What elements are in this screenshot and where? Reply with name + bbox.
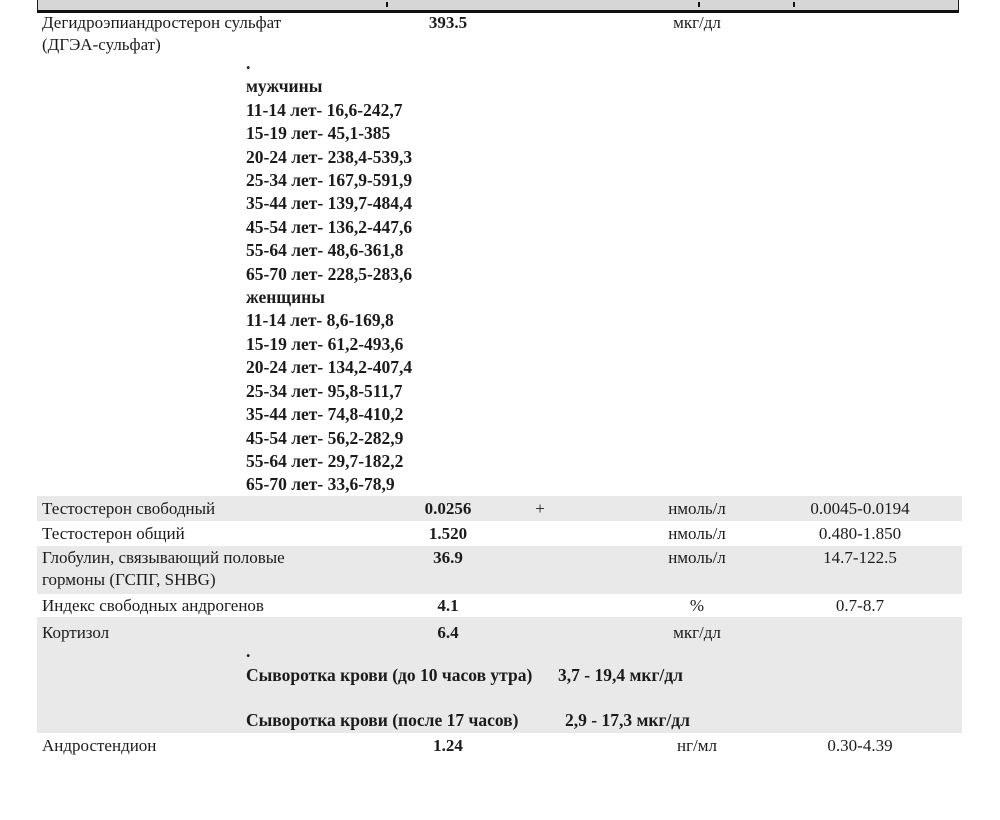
test-name: Дегидроэпиандростерон сульфат xyxy=(42,13,282,32)
test-name: Глобулин, связывающий половые xyxy=(42,548,285,567)
test-name: Тестостерон общий xyxy=(42,524,185,543)
test-name-line2: (ДГЭА-сульфат) xyxy=(42,35,161,54)
test-units: мкг/дл xyxy=(673,623,721,642)
ref-line: 15-19 лет- 45,1-385 xyxy=(246,123,391,144)
test-name: Андростендион xyxy=(42,736,157,755)
cortisol-ref-dot: . xyxy=(246,641,251,661)
cortisol-ref-morning-label: Сыворотка крови (до 10 часов утра) xyxy=(246,665,533,685)
test-units: мкг/дл xyxy=(673,13,721,32)
dhea-reference-block xyxy=(246,52,412,497)
ref-line: 65-70 лет- 228,5-283,6 xyxy=(246,263,413,284)
test-reference: 0.30-4.39 xyxy=(827,736,893,755)
header-text-descender xyxy=(793,2,795,7)
test-result: 0.0256 xyxy=(424,499,472,518)
test-name-line2: гормоны (ГСПГ, SHBG) xyxy=(42,570,216,589)
test-reference: 14.7-122.5 xyxy=(823,548,897,567)
ref-line-men-header: мужчины xyxy=(246,76,323,97)
ref-line: 25-34 лет- 167,9-591,9 xyxy=(246,170,413,191)
ref-line: 65-70 лет- 33,6-78,9 xyxy=(246,474,395,495)
header-text-descender xyxy=(698,2,700,7)
table-row-cortisol-block xyxy=(37,617,962,733)
ref-line-women-header: женщины xyxy=(246,287,325,308)
table-row-free-androgen-index xyxy=(37,594,962,617)
cortisol-ref-morning-value: 3,7 - 19,4 мкг/дл xyxy=(558,665,683,685)
test-units: % xyxy=(689,596,705,615)
ref-line: 20-24 лет- 238,4-539,3 xyxy=(246,146,413,167)
table-row-shbg xyxy=(37,546,962,594)
ref-line: 15-19 лет- 61,2-493,6 xyxy=(246,333,404,354)
ref-line: 25-34 лет- 95,8-511,7 xyxy=(246,380,403,401)
table-row-free-testosterone xyxy=(37,496,962,521)
test-reference: 0.0045-0.0194 xyxy=(810,499,910,518)
ref-line: 20-24 лет- 134,2-407,4 xyxy=(246,357,413,378)
test-name: Кортизол xyxy=(42,623,110,642)
test-result: 36.9 xyxy=(433,548,463,567)
ref-line: 55-64 лет- 48,6-361,8 xyxy=(246,240,404,261)
test-name: Индекс свободных андрогенов xyxy=(42,596,264,615)
test-result: 6.4 xyxy=(437,623,459,642)
test-reference: 0.480-1.850 xyxy=(818,524,902,543)
test-result: 1.24 xyxy=(433,736,463,755)
table-row-androstenedione xyxy=(37,733,962,759)
header-text-descender xyxy=(386,2,388,7)
ref-line: 11-14 лет- 16,6-242,7 xyxy=(246,99,403,120)
test-reference: 0.7-8.7 xyxy=(835,596,885,615)
ref-line: 45-54 лет- 56,2-282,9 xyxy=(246,427,404,448)
test-result: 4.1 xyxy=(437,596,459,615)
ref-line: 55-64 лет- 29,7-182,2 xyxy=(246,450,404,471)
ref-line: 35-44 лет- 74,8-410,2 xyxy=(246,404,404,425)
test-units: нмоль/л xyxy=(668,548,726,567)
ref-line: . xyxy=(246,53,251,73)
test-result: 1.520 xyxy=(428,524,468,543)
ref-line: 35-44 лет- 139,7-484,4 xyxy=(246,193,413,214)
cortisol-ref-evening-label: Сыворотка крови (после 17 часов) xyxy=(246,710,519,730)
test-units: нг/мл xyxy=(676,736,718,755)
test-result: 393.5 xyxy=(428,13,468,32)
table-row-dhea xyxy=(37,11,962,59)
ref-line: 11-14 лет- 8,6-169,8 xyxy=(246,310,394,331)
test-name: Тестостерон свободный xyxy=(42,499,216,518)
table-row-total-testosterone xyxy=(37,521,962,546)
cortisol-ref-evening-value: 2,9 - 17,3 мкг/дл xyxy=(565,710,690,730)
ref-line: 45-54 лет- 136,2-447,6 xyxy=(246,216,413,237)
test-units: нмоль/л xyxy=(668,499,726,518)
test-units: нмоль/л xyxy=(668,524,726,543)
abnormal-flag: + xyxy=(535,499,545,518)
